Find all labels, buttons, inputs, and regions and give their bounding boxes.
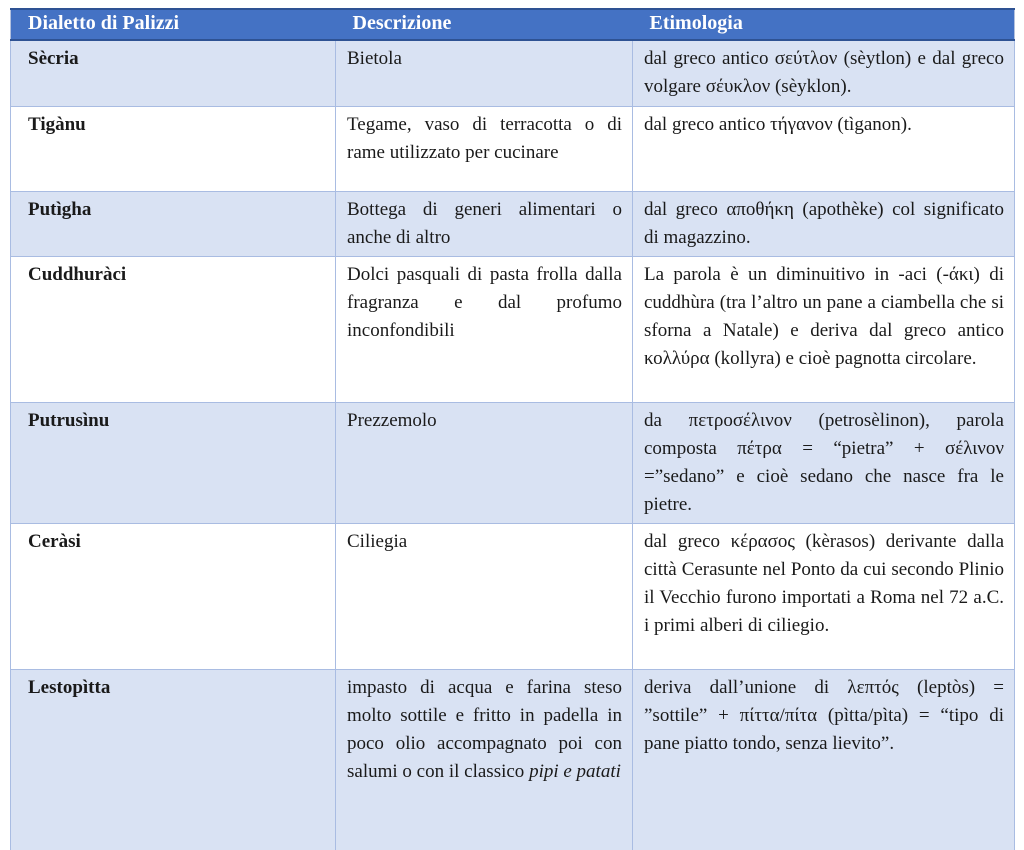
table-row: [11, 669, 1015, 850]
description-cell: [336, 669, 633, 850]
table-row: [11, 523, 1015, 669]
table-row: [11, 40, 1015, 106]
dialect-term-cell: Ceràsi: [11, 523, 336, 669]
etymology-cell: deriva dall’unione di λεπτός (leptòs) = ”sottile” + πίττα/πίτα (pìtta/pìta) = “tipo di pane piatto tondo, senza lievito”.: [633, 669, 1015, 850]
header-cell-descrizione: Descrizione: [336, 9, 633, 40]
description-cell: Bottega di generi alimentari o anche di altro: [336, 191, 633, 256]
etymology-cell: dal greco κέρασος (kèrasos) derivante dalla città Cerasunte nel Ponto da cui secondo Plinio il Vecchio furono importati a Roma nel 72 a.C. i primi alberi di ciliegio.: [633, 523, 1015, 669]
description-italic-text: pipi e patati: [529, 760, 621, 782]
header-cell-etimologia: Etimologia: [633, 9, 1015, 40]
header-cell-dialetto: Dialetto di Palizzi: [11, 9, 336, 40]
etymology-cell: da πετροσέλινον (petrosèlinon), parola composta πέτρα = “pietra” + σέλινον =”sedano” e cioè sedano che nasce fra le pietre.: [633, 402, 1015, 523]
etymology-cell: La parola è un diminuitivo in -aci (-άκι) di cuddhùra (tra l’altro un pane a ciambella che si sforna a Natale) e deriva dal greco antico κολλύρα (kollyra) e cioè pagnotta circolare.: [633, 256, 1015, 402]
dialect-term-cell: Putrusìnu: [11, 402, 336, 523]
description-cell: Dolci pasquali di pasta frolla dalla fragranza e dal profumo inconfondibili: [336, 256, 633, 402]
table-header-row: [11, 9, 1015, 40]
palizzi-dialect-table: [10, 8, 1015, 850]
etymology-cell: dal greco αποθήκη (apothèke) col significato di magazzino.: [633, 191, 1015, 256]
dialect-term-cell: Sècria: [11, 40, 336, 106]
etymology-cell: dal greco antico τήγανον (tìganon).: [633, 106, 1015, 191]
description-cell: Bietola: [336, 40, 633, 106]
description-cell: Tegame, vaso di terracotta o di rame utilizzato per cucinare: [336, 106, 633, 191]
table-row: [11, 106, 1015, 191]
table-row: [11, 191, 1015, 256]
description-text: impasto di acqua e farina steso molto sottile e fritto in padella in poco olio accompagnato poi con salumi o con il classico: [347, 676, 622, 782]
table-row: [11, 402, 1015, 523]
dialect-term-cell: Lestopìtta: [11, 669, 336, 850]
etymology-cell: dal greco antico σεύτλον (sèytlon) e dal greco volgare σέυκλον (sèyklon).: [633, 40, 1015, 106]
description-cell: Prezzemolo: [336, 402, 633, 523]
dialect-term-cell: Putìgha: [11, 191, 336, 256]
table-row: [11, 256, 1015, 402]
dialect-term-cell: Tigànu: [11, 106, 336, 191]
description-cell: Ciliegia: [336, 523, 633, 669]
dialect-term-cell: Cuddhuràci: [11, 256, 336, 402]
